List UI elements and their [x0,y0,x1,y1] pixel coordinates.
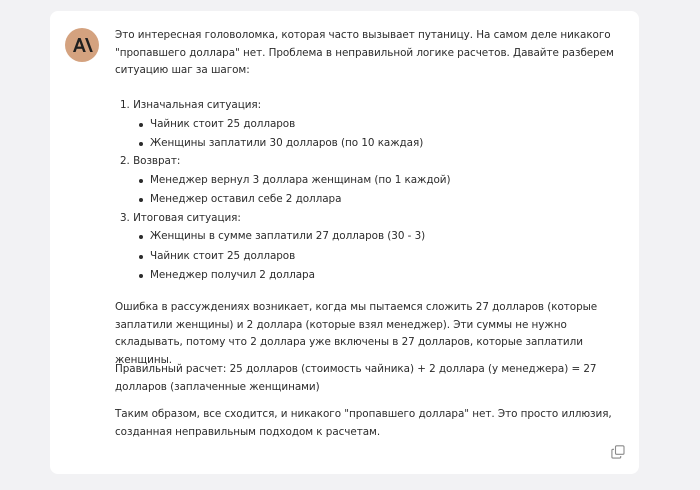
list-item: Чайник стоит 25 долларов [120,247,620,266]
step-title: 3. Итоговая ситуация: [120,211,241,224]
conclusion-paragraph: Таким образом, все сходится, и никакого "пропавшего доллара" нет. Это просто иллюзия, созданная неправильным подходом к расчетам. [115,408,612,438]
intro-paragraph: Это интересная головоломка, которая часто вызывает путаницу. На самом деле никакого "пропавшего доллара" нет. Проблема в неправильной логике расчетов. Давайте разберем ситуацию шаг за шагом: [115,29,614,77]
assistant-avatar [65,28,99,62]
step-sublist [120,171,620,210]
step-sublist [120,115,620,154]
assistant-message-card [50,11,639,474]
step-title: 1. Изначальная ситуация: [120,99,262,111]
list-item: Женщины в сумме заплатили 27 долларов (30 - 3) [120,227,620,246]
list-item: Женщины заплатили 30 долларов (по 10 каждая) [120,134,620,153]
copy-button[interactable] [611,444,625,458]
copy-icon [611,445,625,459]
list-item: Менеджер оставил себе 2 доллара [120,190,620,209]
step-item [120,97,620,153]
list-item: Менеджер вернул 3 доллара женщинам (по 1 каждой) [120,171,620,190]
list-item: Менеджер получил 2 доллара [120,266,620,285]
correct-calc-paragraph: Правильный расчет: 25 долларов (стоимость чайника) + 2 доллара (у менеджера) = 27 долларов (заплаченные женщинами) [115,363,597,393]
error-paragraph: Ошибка в рассуждениях возникает, когда мы пытаемся сложить 27 долларов (которые заплатили женщины) и 2 доллара (которые взял менеджер). Эти суммы не нужно складывать, потому что 2 доллара уже включены в 27 долларов, которые заплатили женщины. [115,301,598,366]
list-item: Чайник стоит 25 долларов [120,115,620,134]
step-title: 2. Возврат: [120,155,181,168]
step-item [120,153,620,209]
step-item [120,210,620,286]
anthropic-logo-icon [71,37,93,53]
steps-list [120,97,620,286]
step-sublist [120,227,620,285]
